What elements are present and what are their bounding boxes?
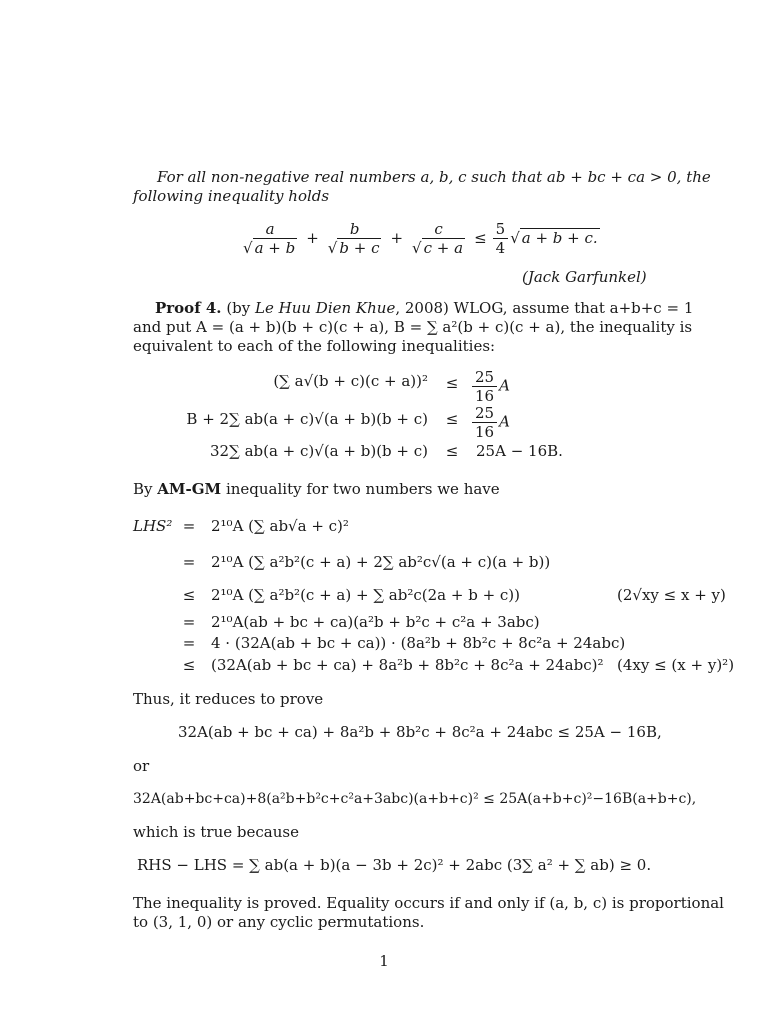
- theorem-line-1: For all non-negative real numbers a, b, c such that ab + bc + ca > 0, the: [157, 168, 711, 186]
- true-because-text: which is true because: [133, 823, 299, 841]
- proof-author: Le Huu Dien Khue: [255, 299, 396, 317]
- chain-row-2: = 2¹⁰A (∑ a²b²(c + a) + 2∑ ab²c√(a + c)(a + b)): [182, 553, 551, 571]
- final-identity: RHS − LHS = ∑ ab(a + b)(a − 3b + 2c)² + 2abc (3∑ a² + ∑ ab) ≥ 0.: [137, 856, 652, 874]
- system-row-2: B + 2∑ ab(a + c)√(a + b)(b + c) ≤ $\frac{25}{16}$ A: [186, 404, 510, 441]
- theorem-inequality: $\frac{a}{√ a + b}$ + $\frac{b}{√ b + c}$ + $\frac{c}{√ c + a}$ ≤ $\frac{5}{4}$ √ a + b + c.: [238, 218, 600, 258]
- reduced-inequality: 32A(ab + bc + ca) + 8a²b + 8b²c + 8c²a + 24abc ≤ 25A − 16B,: [178, 723, 662, 741]
- proof-title: Proof 4.: [155, 299, 222, 317]
- conclusion-line-2: to (3, 1, 0) or any cyclic permutations.: [133, 913, 425, 931]
- theorem-line-2: following inequality holds: [133, 187, 330, 205]
- chain-note-1: (2√xy ≤ x + y): [617, 586, 726, 604]
- amgm-term: AM-GM: [157, 480, 222, 498]
- chain-note-2: (4xy ≤ (x + y)²): [617, 656, 735, 674]
- frac-coef: $\frac{5}{4}$: [493, 220, 509, 257]
- frac-2: $\frac{b}{√ b + c}$: [327, 219, 380, 257]
- chain-row-1: LHS² = 2¹⁰A (∑ ab√a + c)²: [133, 517, 349, 535]
- chain-row-6: ≤ (32A(ab + bc + ca) + 8a²b + 8b²c + 8c²a + 24abc)² (4xy ≤ (x + y)²): [182, 656, 735, 674]
- system-row-3: 32∑ ab(a + c)√(a + b)(b + c) ≤ 25A − 16B.: [210, 442, 563, 460]
- proof-line-1: Proof 4. (by Le Huu Dien Khue, 2008) WLOG, assume that a+b+c = 1: [155, 299, 694, 317]
- reduce-text: Thus, it reduces to prove: [133, 690, 324, 708]
- amgm-sentence: By AM-GM inequality for two numbers we have: [133, 480, 500, 498]
- system-row-1: (∑ a√(b + c)(c + a))² ≤ $\frac{25}{16}$ A: [273, 368, 510, 405]
- expanded-inequality: 32A(ab+bc+ca)+8(a²b+b²c+c²a+3abc)(a+b+c)² ≤ 25A(a+b+c)²−16B(a+b+c),: [133, 791, 697, 807]
- page-number: 1: [379, 952, 389, 970]
- proof-line-2: and put A = (a + b)(b + c)(c + a), B = ∑ a²(b + c)(c + a), the inequality is: [133, 318, 693, 336]
- conclusion-line-1: The inequality is proved. Equality occurs if and only if (a, b, c) is proportional: [133, 894, 724, 912]
- chain-row-5: = 4 · (32A(ab + bc + ca)) · (8a²b + 8b²c + 8c²a + 24abc): [182, 634, 626, 652]
- or-text: or: [133, 757, 150, 775]
- chain-row-4: = 2¹⁰A(ab + bc + ca)(a²b + b²c + c²a + 3abc): [182, 613, 540, 631]
- frac-3: $\frac{c}{√ c + a}$: [412, 219, 464, 257]
- chain-row-3: ≤ 2¹⁰A (∑ a²b²(c + a) + ∑ ab²c(2a + b + c)) (2√xy ≤ x + y): [182, 586, 726, 604]
- theorem-author: (Jack Garfunkel): [522, 268, 647, 286]
- proof-line-3: equivalent to each of the following inequalities:: [133, 337, 496, 355]
- frac-1: $\frac{a}{√ a + b}$: [243, 219, 296, 257]
